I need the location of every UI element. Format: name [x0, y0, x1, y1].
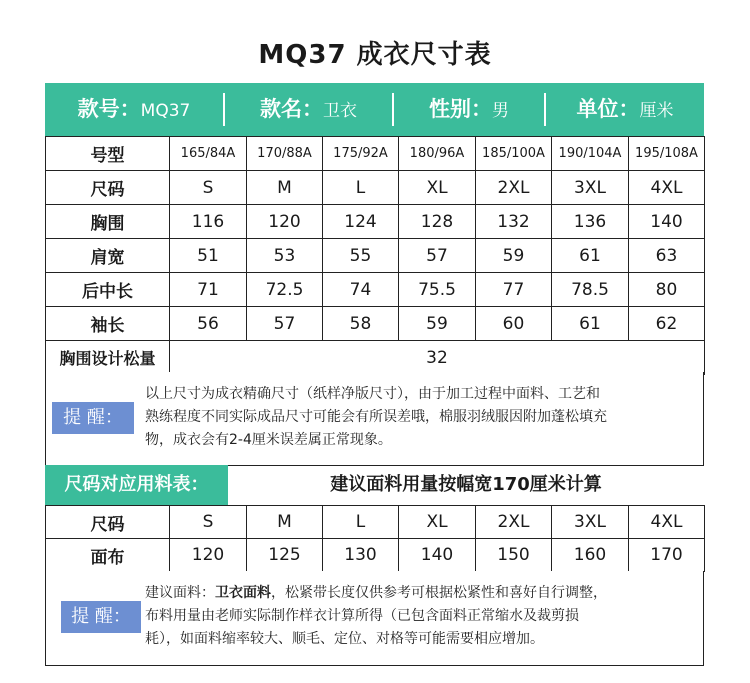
table-cell: M [247, 171, 323, 205]
size-code-cell: 170/88A [247, 137, 323, 171]
size-cell: XL [399, 506, 476, 539]
table-cell: 62 [629, 307, 705, 341]
table-cell: 2XL [476, 171, 552, 205]
table-cell: 57 [399, 239, 476, 273]
table-cell: 136 [552, 205, 629, 239]
table-cell: 53 [247, 239, 323, 273]
table-row [46, 539, 705, 572]
table-cell: 56 [170, 307, 247, 341]
gender-label: 性别： [429, 97, 492, 121]
style-no-field [45, 83, 223, 136]
fabric-note-line: 布料用量由老师实际制作样衣计算所得（已包含面料正常缩水及裁剪损 [145, 608, 579, 624]
table-cell: 3XL [552, 171, 629, 205]
row-header: 胸围 [46, 205, 170, 239]
table-cell: 80 [629, 273, 705, 307]
table-cell: 63 [629, 239, 705, 273]
reminder-line: 以上尺寸为成衣精确尺寸（纸样净版尺寸），由于加工过程中面料、工艺和 [145, 386, 600, 402]
table-cell: 132 [476, 205, 552, 239]
table-row [46, 239, 705, 273]
table-cell: 74 [323, 273, 399, 307]
size-cell: 3XL [552, 506, 629, 539]
table-cell: 57 [247, 307, 323, 341]
reminder-text [145, 383, 701, 452]
row-header: 肩宽 [46, 239, 170, 273]
table-row [46, 171, 705, 205]
fabric-amount-cell: 150 [476, 539, 552, 572]
fabric-amount-cell: 140 [399, 539, 476, 572]
fabric-amount-cell: 160 [552, 539, 629, 572]
table-row [46, 341, 705, 375]
fabric-amount-cell: 125 [247, 539, 323, 572]
table-cell: 140 [629, 205, 705, 239]
fabric-note-rest: ，松紧带长度仅供参考可根据松紧性和喜好自行调整， [271, 585, 607, 601]
fabric-section-bar [45, 465, 704, 505]
fabric-table [45, 505, 705, 572]
table-cell: 77 [476, 273, 552, 307]
table-cell: XL [399, 171, 476, 205]
size-cell: M [247, 506, 323, 539]
unit-label: 单位： [576, 97, 640, 121]
table-row [46, 205, 705, 239]
style-name-value: 卫衣 [323, 101, 357, 121]
fabric-note-line: 耗），如面料缩率较大、顺毛、定位、对格等可能需要相应增加。 [145, 631, 544, 647]
fabric-amount-cell: 120 [170, 539, 247, 572]
unit-value: 厘米 [639, 101, 674, 121]
style-no-value: MQ37 [140, 101, 191, 121]
fabric-note-text [145, 582, 701, 651]
unit-field [546, 83, 704, 136]
table-cell: L [323, 171, 399, 205]
table-cell: 59 [476, 239, 552, 273]
table-cell: 61 [552, 239, 629, 273]
table-cell: 61 [552, 307, 629, 341]
gender-field [394, 83, 544, 136]
style-no-label: 款号： [77, 97, 141, 121]
size-code-cell: 190/104A [552, 137, 629, 171]
size-code-cell: 195/108A [629, 137, 705, 171]
table-cell: 120 [247, 205, 323, 239]
style-name-field [225, 83, 392, 136]
fabric-note-material: 卫衣面料 [215, 585, 271, 601]
reminder-line: 熟练程度不同实际成品尺寸可能会有所误差哦，棉服羽绒服因附加蓬松填充 [145, 409, 607, 425]
table-row [46, 137, 705, 171]
table-cell: 58 [323, 307, 399, 341]
size-cell: 2XL [476, 506, 552, 539]
reminder-line: 物，成衣会有2-4厘米误差属正常现象。 [145, 432, 392, 448]
table-cell: S [170, 171, 247, 205]
size-code-cell: 185/100A [476, 137, 552, 171]
reminder-badge: 提 醒： [61, 601, 141, 633]
fabric-section-label: 尺码对应用料表： [45, 465, 228, 505]
table-cell: 78.5 [552, 273, 629, 307]
table-cell: 124 [323, 205, 399, 239]
table-cell: 128 [399, 205, 476, 239]
size-cell: L [323, 506, 399, 539]
size-code-cell: 180/96A [399, 137, 476, 171]
table-cell: 75.5 [399, 273, 476, 307]
table-row [46, 307, 705, 341]
row-header: 尺码 [46, 171, 170, 205]
table-row [46, 273, 705, 307]
table-cell: 72.5 [247, 273, 323, 307]
note-box [45, 372, 704, 466]
size-table [45, 136, 705, 375]
fabric-amount-cell: 130 [323, 539, 399, 572]
size-code-cell: 165/84A [170, 137, 247, 171]
ease-label: 胸围设计松量 [46, 341, 170, 375]
table-cell: 59 [399, 307, 476, 341]
ease-value: 32 [170, 341, 705, 375]
table-cell: 51 [170, 239, 247, 273]
row-header: 号型 [46, 137, 170, 171]
table-row [46, 506, 705, 539]
size-label: 尺码 [46, 506, 170, 539]
size-cell: S [170, 506, 247, 539]
size-code-cell: 175/92A [323, 137, 399, 171]
page-title: MQ37 成衣尺寸表 [258, 40, 492, 70]
table-cell: 60 [476, 307, 552, 341]
row-header: 袖长 [46, 307, 170, 341]
header-bar [45, 83, 704, 136]
reminder-badge: 提 醒： [52, 402, 134, 434]
gender-value: 男 [492, 101, 509, 121]
fabric-section-title: 建议面料用量按幅宽170厘米计算 [330, 474, 602, 495]
size-cell: 4XL [629, 506, 705, 539]
note-box [45, 571, 704, 666]
style-name-label: 款名： [260, 97, 323, 121]
fabric-label: 面布 [46, 539, 170, 572]
fabric-amount-cell: 170 [629, 539, 705, 572]
table-cell: 71 [170, 273, 247, 307]
table-cell: 55 [323, 239, 399, 273]
fabric-note-prefix: 建议面料： [145, 585, 215, 601]
fabric-note-line [145, 582, 701, 605]
table-cell: 116 [170, 205, 247, 239]
table-cell: 4XL [629, 171, 705, 205]
row-header: 后中长 [46, 273, 170, 307]
